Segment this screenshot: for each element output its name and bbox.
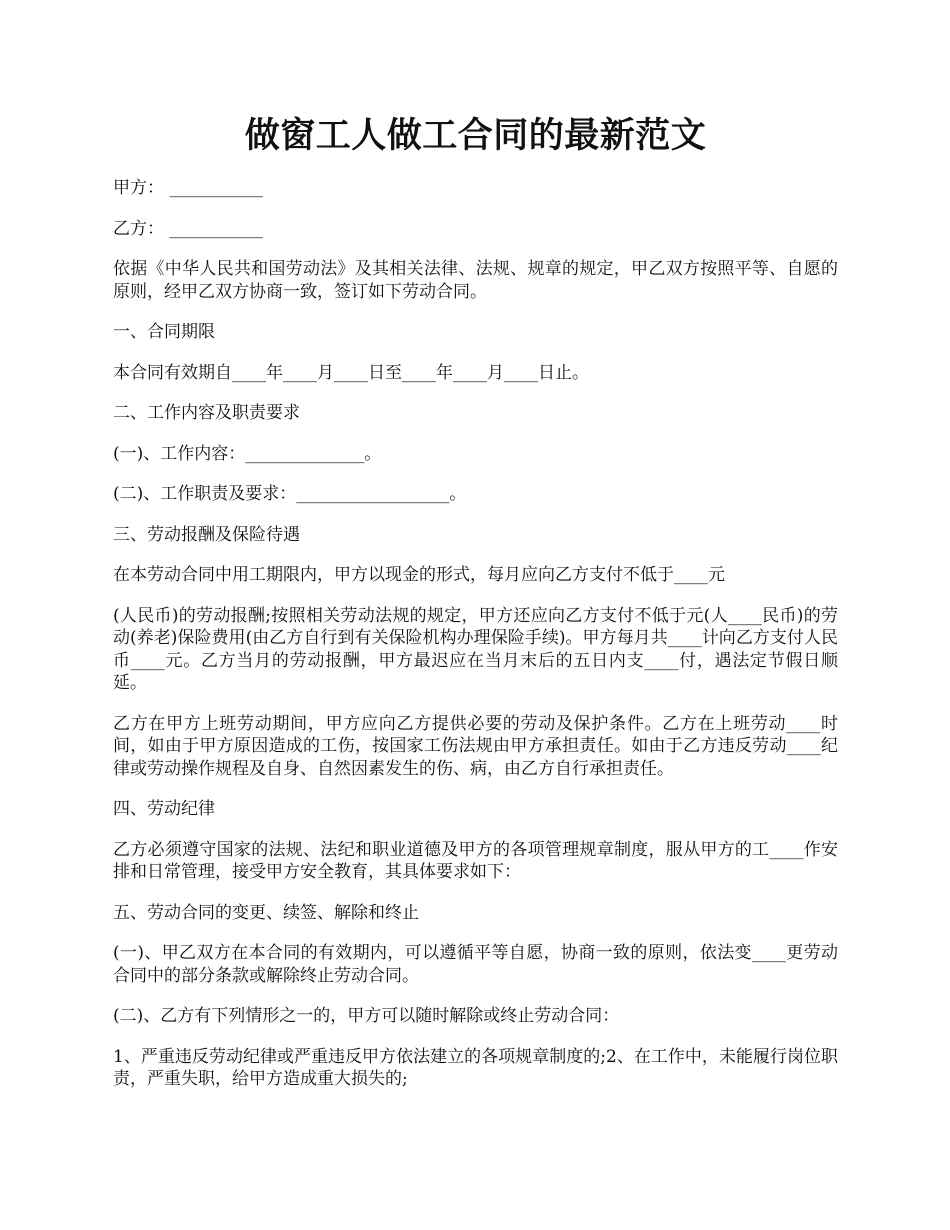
work-content-paragraph: (一)、工作内容：______________。: [113, 443, 382, 464]
intro-paragraph: 依据《中华人民共和国劳动法》及其相关法律、法规、规章的规定，甲乙双方按照平等、自愿的原则，经甲乙双方协商一致，签订如下劳动合同。: [113, 259, 838, 302]
insurance-paragraph: (人民币)的劳动报酬;按照相关劳动法规的规定，甲方还应向乙方支付不低于元(人____民币)的劳动(养老)保险费用(由乙方自行到有关保险机构办理保险手续)。甲方每月共____计向乙方支付人民币____元。乙方当月的劳动报酬，甲方最迟应在当月末后的五日内支____付，遇法定节假日顺延。: [113, 605, 838, 693]
contract-change-paragraph: (一)、甲乙双方在本合同的有效期内，可以遵循平等自愿，协商一致的原则，依法变____更劳动合同中的部分条款或解除终止劳动合同。: [113, 943, 838, 986]
page-title: 做窗工人做工合同的最新范文: [244, 115, 707, 156]
document-body: [113, 177, 838, 1091]
section-heading: 四、劳动纪律: [113, 799, 215, 819]
remuneration-paragraph: 在本劳动合同中用工期限内，甲方以现金的形式，每月应向乙方支付不低于____元: [113, 565, 725, 585]
section-heading: 一、合同期限: [113, 322, 215, 342]
termination-conditions-paragraph: (二)、乙方有下列情形之一的，甲方可以随时解除或终止劳动合同：: [113, 1006, 620, 1026]
party-b-line: 乙方： ___________: [113, 218, 263, 239]
labor-protection-paragraph: 乙方在甲方上班劳动期间，甲方应向乙方提供必要的劳动及保护条件。乙方在上班劳动____时间，如由于甲方原因造成的工伤，按国家工伤法规由甲方承担责任。如由于乙方违反劳动____纪律或劳动操作规程及自身、自然因素发生的伤、病，由乙方自行承担责任。: [113, 713, 838, 779]
section-heading: 五、劳动合同的变更、续签、解除和终止: [113, 902, 419, 923]
termination-items-paragraph: 1、严重违反劳动纪律或严重违反甲方依法建立的各项规章制度的;2、在工作中，未能履行岗位职责，严重失职，给甲方造成重大损失的;: [113, 1046, 838, 1089]
work-duties-paragraph: (二)、工作职责及要求：__________________。: [113, 484, 467, 504]
party-a-line: 甲方： ___________: [113, 178, 263, 198]
section-heading: 三、劳动报酬及保险待遇: [113, 524, 300, 545]
section-heading: 二、工作内容及职责要求: [113, 403, 300, 423]
contract-term-paragraph: 本合同有效期自____年____月____日至____年____月____日止。: [113, 362, 589, 383]
discipline-paragraph: 乙方必须遵守国家的法规、法纪和职业道德及甲方的各项管理规章制度，服从甲方的工____作安排和日常管理，接受甲方安全教育，其具体要求如下：: [113, 839, 838, 882]
